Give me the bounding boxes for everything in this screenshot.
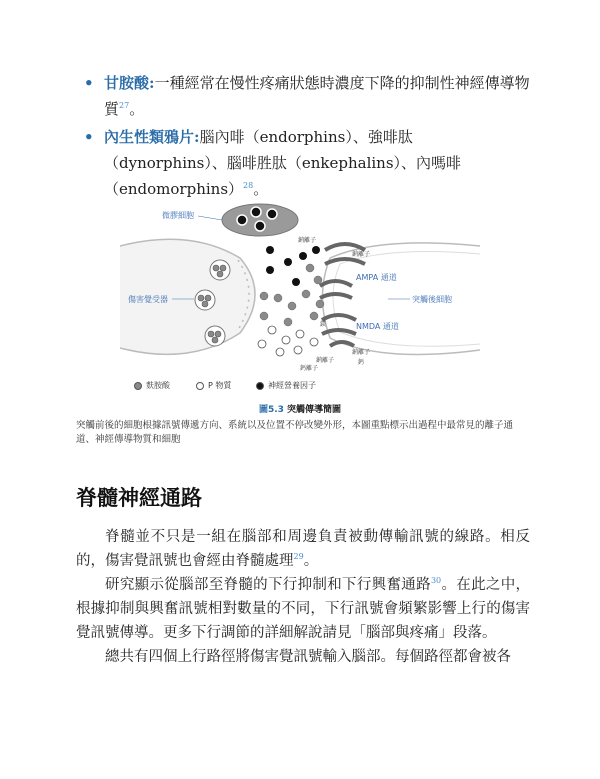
paragraph-text: 總共有四個上行路徑將傷害覺訊號輸入腦部。每個路徑都會被各 <box>105 649 511 665</box>
magnesium-label: 鎂 <box>320 321 327 328</box>
bullet-list <box>84 70 534 204</box>
footnote-ref[interactable]: 29 <box>293 552 304 562</box>
sodium-label-3: 鈉離子 <box>352 349 371 356</box>
legend-swatch <box>134 382 142 390</box>
synapse-diagram <box>120 198 480 378</box>
bullet-text: 一種經常在慢性疼痛狀態時濃度下降的抑制性神經傳導物質 <box>104 74 530 118</box>
nociceptor-label: 傷害覺受器 <box>128 295 168 304</box>
postsynaptic-label: 突觸後細胞 <box>412 295 452 304</box>
legend-swatch <box>196 382 204 390</box>
bullet-dot-icon: • <box>84 74 94 92</box>
ampa-label: AMPA 通道 <box>356 273 397 282</box>
bullet-term: 內生性類鴉片 <box>104 128 195 146</box>
bullet-dot-icon: • <box>84 128 94 146</box>
paragraph-text: 脊髓並不只是一組在腦部和周邊負責被動傳輸訊號的線路。相反的，傷害覺訊號也會經由脊髓處理 <box>76 529 530 569</box>
body-text <box>76 525 530 669</box>
bullet-opioids <box>84 124 534 202</box>
figure-title: 突觸傳導簡圖 <box>287 405 342 415</box>
calcium-label: 鈣離子 <box>300 365 319 372</box>
figure-legend <box>134 380 464 394</box>
bullet-sep: : <box>194 128 200 146</box>
figure-description: 突觸前後的細胞根據訊號傳遞方向、系統以及位置不停改變外形，本圖重點標示出過程中最常見的離子通道、神經傳導物質和細胞 <box>76 420 514 445</box>
legend-swatch <box>256 382 264 390</box>
sodium-label-2: 鈉離子 <box>352 251 371 258</box>
bullet-term: 甘胺酸 <box>104 74 150 92</box>
paragraph <box>76 525 530 573</box>
paragraph-text: 研究顯示從腦部至脊髓的下行抑制和下行興奮通路 <box>105 577 431 593</box>
bullet-end: 。 <box>129 100 145 118</box>
footnote-ref[interactable]: 30 <box>430 576 442 586</box>
footnote-ref[interactable]: 28 <box>243 181 254 190</box>
bullet-text: 腦內啡（endorphins）、強啡肽（dynorphins）、腦啡胜肽（enkephalins）、內嗎啡（endomorphins） <box>104 128 462 198</box>
figure-number: 圖5.3 <box>258 405 284 415</box>
paragraph-end: 。 <box>303 553 319 569</box>
footnote-ref[interactable]: 27 <box>119 101 130 110</box>
section-heading: 脊髓神經通路 <box>76 486 202 510</box>
sodium-label-4: 鈉離子 <box>316 357 335 364</box>
legend-item-glutamate <box>134 380 170 391</box>
nmda-label: NMDA 通道 <box>356 322 399 331</box>
legend-label: 麩胺酸 <box>146 381 170 390</box>
calcium-label-2: 鈣 <box>358 359 365 366</box>
synapse-figure <box>120 198 480 398</box>
legend-item-substance-p <box>196 380 231 391</box>
legend-label: P 物質 <box>208 381 232 390</box>
legend-label: 神經營養因子 <box>268 381 316 390</box>
bullet-glycine <box>84 70 534 122</box>
paragraph-end: 。在此之中，根據抑制與興奮訊號相對數量的不同，下行訊號會頻繁影響上行的傷害覺訊號傳導。更多下行調節的詳細解說請見「腦部與疼痛」段落。 <box>76 577 531 641</box>
paragraph <box>76 645 530 669</box>
microglia-label: 微膠細胞 <box>162 211 194 220</box>
legend-item-neurotrophic <box>256 380 316 391</box>
bullet-sep: : <box>149 74 155 92</box>
figure-caption <box>0 402 600 415</box>
paragraph <box>76 573 530 645</box>
bullet-end: 。 <box>253 180 269 198</box>
substance-p <box>258 326 318 356</box>
sodium-label-1: 鈉離子 <box>298 237 317 244</box>
